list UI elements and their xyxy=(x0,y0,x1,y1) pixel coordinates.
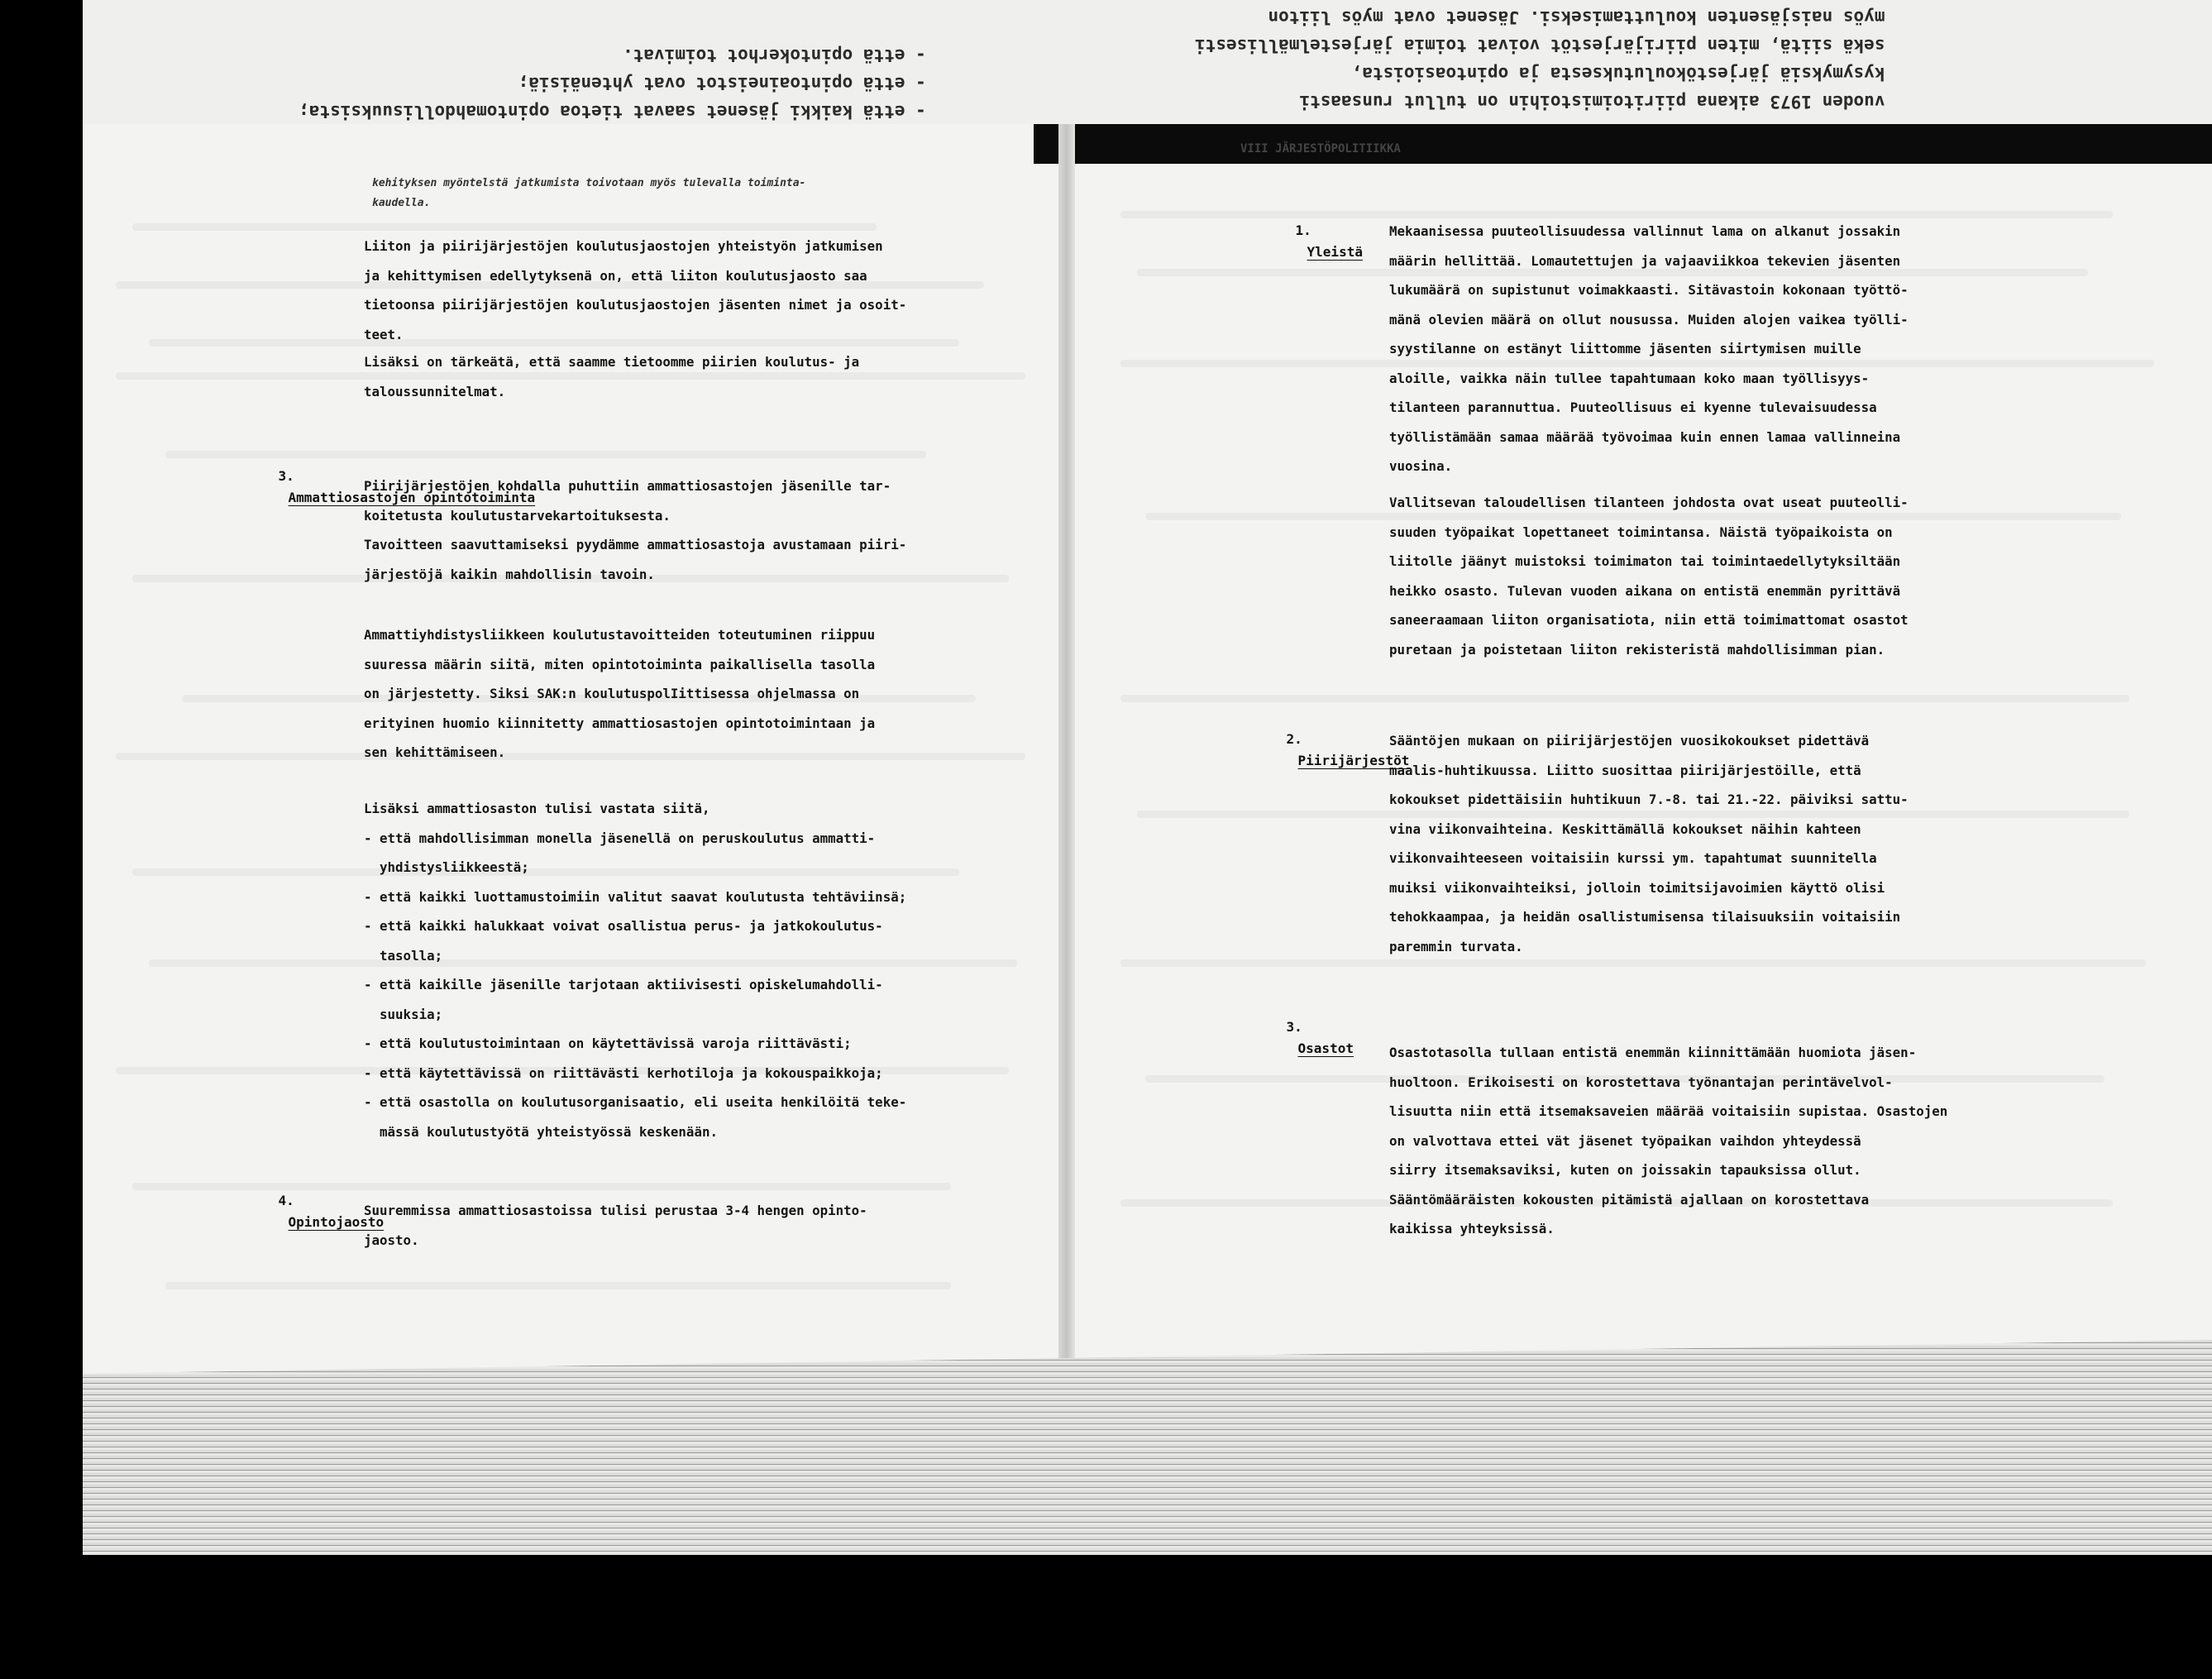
paragraph: Vallitsevan taloudellisen tilanteen johdosta ovat useat puuteolli- suuden työpaikat lopettaneet toimintansa. Näistä työpaikoista on liitolle jäänyt muistoksi toimimaton tai toimintaedellytyksiltään heikko osasto. Tulevan vuoden aikana on entistä enemmän pyrittävä saneeraamaan liiton organisatiota, niin että toimimattomat osastot puretaan ja poistetaan liiton rekisteristä mahdollisimman pian. xyxy=(1389,495,1909,658)
right-page-top-band xyxy=(1034,124,2212,164)
mirrored-line: - että opintokerhot toimivat. xyxy=(623,45,926,65)
mirrored-line: - että kaikki jäsenet saavat tietoa opintomahdollisuuksista; xyxy=(299,102,926,122)
mirrored-line: kysymyksiä järjestökoulutuksesta ja opintoasioista, xyxy=(1351,64,1885,84)
top-right-mirrored-strip xyxy=(1071,0,2212,132)
paragraph: Osastotasolla tullaan entistä enemmän kiinnittämään huomiota jäsen- huoltoon. Erikoisesti on korostettava työnantajan perintävelvol- lisuutta niin että itsemaksaveien määrää voitaisiin supistaa. Osastojen on valvottava ettei vät jäsenet työpaikan vaihdon yhteydessä siirry itsemaksaviksi, kuten on joissakin tapauksissa ollut. Sääntömääräisten kokousten pitämistä ajallaan on korostettava kaikissa yhteyksissä. xyxy=(1389,1045,1948,1237)
section-number: 3. xyxy=(278,468,294,484)
paragraph: Ammattiyhdistysliikkeen koulutustavoitteiden toteutuminen riippuu suuressa määrin siitä, miten opintotoiminta paikallisella tasolla on järjestetty. Siksi SAK:n koulutuspolIittisessa ohjelmassa on erityinen huomio kiinnitetty ammattiosastojen opintotoimintaan ja sen kehittämiseen. xyxy=(364,627,876,760)
mirrored-line: sekä siitä, miten piirijärjestöt voivat toimia järjestelmällisesti xyxy=(1195,36,1885,55)
section-title: Opintojaosto xyxy=(288,1214,385,1230)
left-page xyxy=(83,124,1071,1563)
bullet-list: Lisäksi ammattiosaston tulisi vastata siitä, - että mahdollisimman monella jäsenellä on peruskoulutus ammatti- yhdistysliikkeestä; - että kaikki luottamustoimiin valitut saavat koulutusta tehtäviinsä; - että kaikki halukkaat voivat osallistua perus- ja jatkokoulutus- tasolla; - että kaikille jäsenille tarjotaan aktiivisesti opiskelumahdolli- suuksia; - että koulutustoimintaan on käytettävissä varoja riittävästi; - että käytettävissä on riittävästi kerhotiloja ja kokouspaikkoja; - että osastolla on koulutusorganisaatio, eli useita henkilöitä teke- mässä koulutustyötä yhteistyössä keskenään. xyxy=(364,801,907,1140)
paragraph: Suuremmissa ammattiosastoissa tulisi perustaa 3-4 hengen opinto- jaosto. xyxy=(364,1203,867,1248)
paragraph: Lisäksi on tärkeätä, että saamme tietoomme piirien koulutus- ja taloussunnitelmat. xyxy=(364,354,860,399)
book-gutter xyxy=(1058,124,1075,1563)
section-number: 3. xyxy=(1286,1019,1302,1035)
mirrored-line: vuoden 1973 aikana piiritoimistoihin on tullut runsaasti xyxy=(1299,92,1885,112)
paragraph: Mekaanisessa puuteollisuudessa vallinnut lama on alkanut jossakin määrin hellittää. Lomautettujen ja vajaaviikkoa tekevien jäsenten lukumäärä on supistunut voimakkaasti. Sitävastoin kokonaan työttö- mänä olevien määrä on ollut nousussa. Muiden alojen vaikea työlli- syystilanne on estänyt liittomme jäsenten siirtymisen muille aloille, vaikka näin tullee tapahtumaan koko maan työllisyys- tilanteen parannuttua. Puuteollisuus ei kyenne tulevaisuudessa työllistämään samaa määrää työvoimaa kuin ennen lamaa vallinneina vuosina. xyxy=(1389,223,1909,474)
paragraph: Liiton ja piirijärjestöjen koulutusjaostojen yhteistyön jatkumisen ja kehittymisen edellytyksenä on, että liiton koulutusjaosto saa tietoonsa piirijärjestöjen koulutusjaostojen jäsenten nimet ja osoit- teet. xyxy=(364,238,907,342)
top-right-mirrored-text xyxy=(1071,0,2212,132)
section-number: 4. xyxy=(278,1193,294,1208)
section-title: Ammattiosastojen opintotoiminta xyxy=(288,490,536,505)
mirrored-line: - että opintoaineistot ovat yhtenäisiä; xyxy=(518,74,926,93)
section-number: 2. xyxy=(1286,731,1302,747)
band-text: VIII JÄRJESTÖPOLITIIKKA xyxy=(1240,142,1401,155)
section-number: 1. xyxy=(1295,222,1311,238)
bottom-black-margin xyxy=(0,1555,2212,1679)
section-title: Yleistä xyxy=(1307,244,1363,260)
faint-top-text: kehityksen myöntelstä jatkumista toivotaan myös tulevalla toiminta- kaudella. xyxy=(372,177,806,209)
paragraph: Piirijärjestöjen kohdalla puhuttiin ammattiosastojen jäsenille tar- koitetusta koulutustarvekartoituksesta. Tavoitteen saavuttamiseksi pyydämme ammattiosastoja avustamaan piiri- järjestöjä kaikin mahdollisin tavoin. xyxy=(364,478,907,582)
section-heading xyxy=(1254,995,1354,1081)
mirrored-line: myös naisjäsenten kouluttamiseksi. Jäsenet ovat myös liiton xyxy=(1268,7,1885,27)
paragraph: Sääntöjen mukaan on piirijärjestöjen vuosikokoukset pidettävä maalis-huhtikuussa. Liitto suosittaa piirijärjestöille, että kokoukset pidettäisiin huhtikuun 7.-8. tai 21.-22. päiviksi sattu- vina viikonvaihteina. Keskittämällä kokoukset näihin kahteen viikonvaihteeseen voitaisiin kurssi ym. tapahtumat suunnitella muiksi viikonvaihteiksi, jolloin toimitsijavoimien käyttö olisi tehokkaampaa, ja heidän osallistumisensa tilaisuuksiin voitaisiin paremmin turvata. xyxy=(1389,733,1909,954)
section-title: Piirijärjestöt xyxy=(1297,753,1410,768)
section-heading xyxy=(1254,707,1409,793)
section-title: Osastot xyxy=(1297,1040,1354,1056)
section-heading xyxy=(1264,199,1363,285)
